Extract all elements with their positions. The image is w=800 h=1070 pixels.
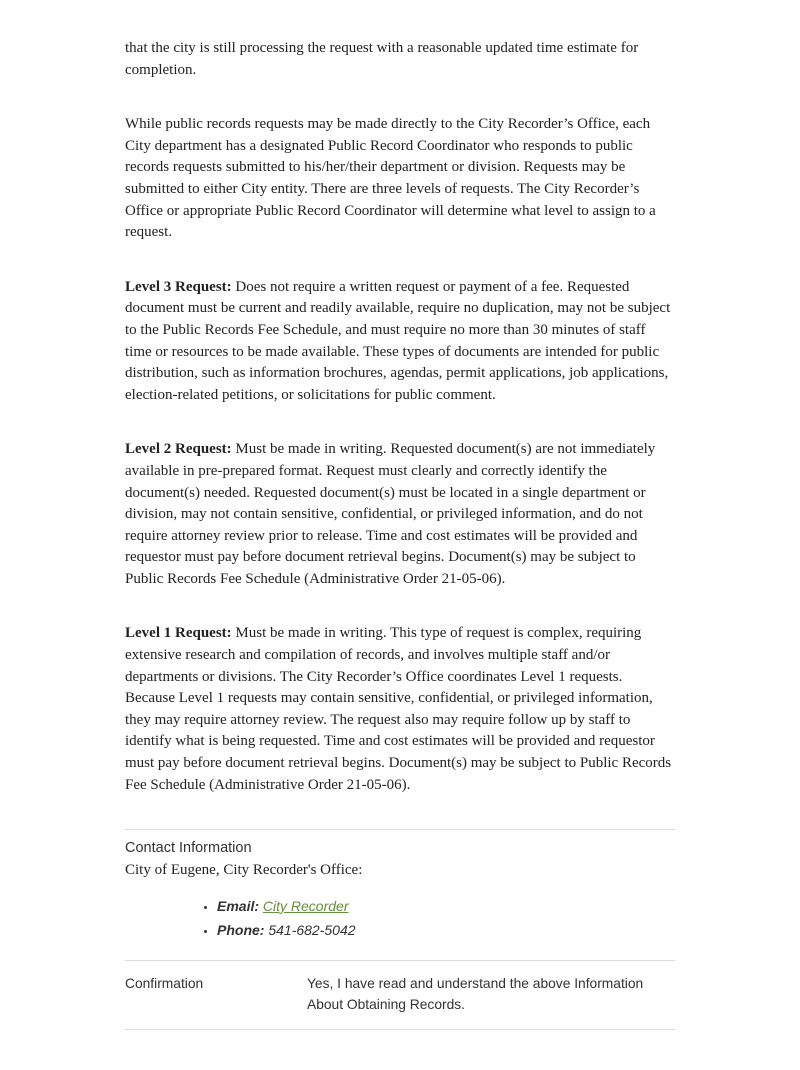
level-3-paragraph (125, 277, 675, 407)
level-1-text: Must be made in writing. This type of request is complex, requiring extensive research and compilation of records, and involves multiple staff and/or departments or divisions. The City Recorder’s Office coordinates Level 1 requests. Because Level 1 requests may contain sensitive, confidential, or privileged information, they may require attorney review. The request also may require follow up by staff to identify what is being requested. Time and cost estimates will be provided and requestor must pay before document retrieval begins. Document(s) may be subject to Public Records Fee Schedule (Administrative Order 21-05-06). (125, 625, 672, 793)
confirmation-label: Confirmation (125, 975, 204, 991)
intro-tail-paragraph: that the city is still processing the request with a reasonable updated time estimate for completion. (125, 40, 639, 78)
level-3-text: Does not require a written request or payment of a fee. Requested document must be current and readily available, require no duplication, may not be subject to the Public Records Fee Schedule, and must require no more than 30 minutes of staff time or resources to be made available. These types of documents are intended for public distribution, such as information brochures, agendas, permit applications, job applications, election-related petitions, or solicitations for public comment. (125, 278, 671, 403)
contact-email-item (217, 894, 675, 918)
confirmation-bottom-divider (125, 1029, 675, 1030)
contact-phone-item (217, 918, 675, 942)
email-link[interactable]: City Recorder (262, 897, 349, 914)
contact-section (125, 840, 675, 942)
contact-list (125, 894, 675, 942)
confirmation-row (125, 961, 675, 1029)
level-1-label: Level 1 Request: (125, 625, 232, 642)
contact-heading: Contact Information (125, 840, 252, 857)
contact-section-divider (125, 829, 675, 830)
phone-value: 541-682-5042 (268, 921, 356, 938)
contact-intro: City of Eugene, City Recorder's Office: (125, 862, 363, 879)
level-3-label: Level 3 Request: (125, 278, 232, 295)
level-2-text: Must be made in writing. Requested document(s) are not immediately available in pre-prepared format. Request must clearly and correctly identify the document(s) needed. Requested document(s) must be located in a single department or division, may not contain sensitive, confidential, or privileged information, and do not require attorney review prior to release. Time and cost estimates will be provided and requestor must pay before document retrieval begins. Document(s) may be subject to Public Records Fee Schedule (Administrative Order 21-05-06). (125, 441, 656, 587)
overview-paragraph: While public records requests may be made directly to the City Recorder’s Office, each City department has a designated Public Record Coordinator who responds to public records requests submitted to his/her/their department or division. Requests may be submitted to either City entity. There are three levels of requests. The City Recorder’s Office or appropriate Public Record Coordinator will determine what level to assign to a request. (125, 116, 656, 241)
phone-label: Phone: (217, 921, 265, 938)
confirmation-value: Yes, I have read and understand the above Information About Obtaining Records. (307, 975, 644, 1012)
level-2-paragraph (125, 439, 675, 590)
level-2-label: Level 2 Request: (125, 441, 232, 458)
email-label: Email: (217, 897, 260, 914)
level-1-paragraph (125, 623, 675, 796)
